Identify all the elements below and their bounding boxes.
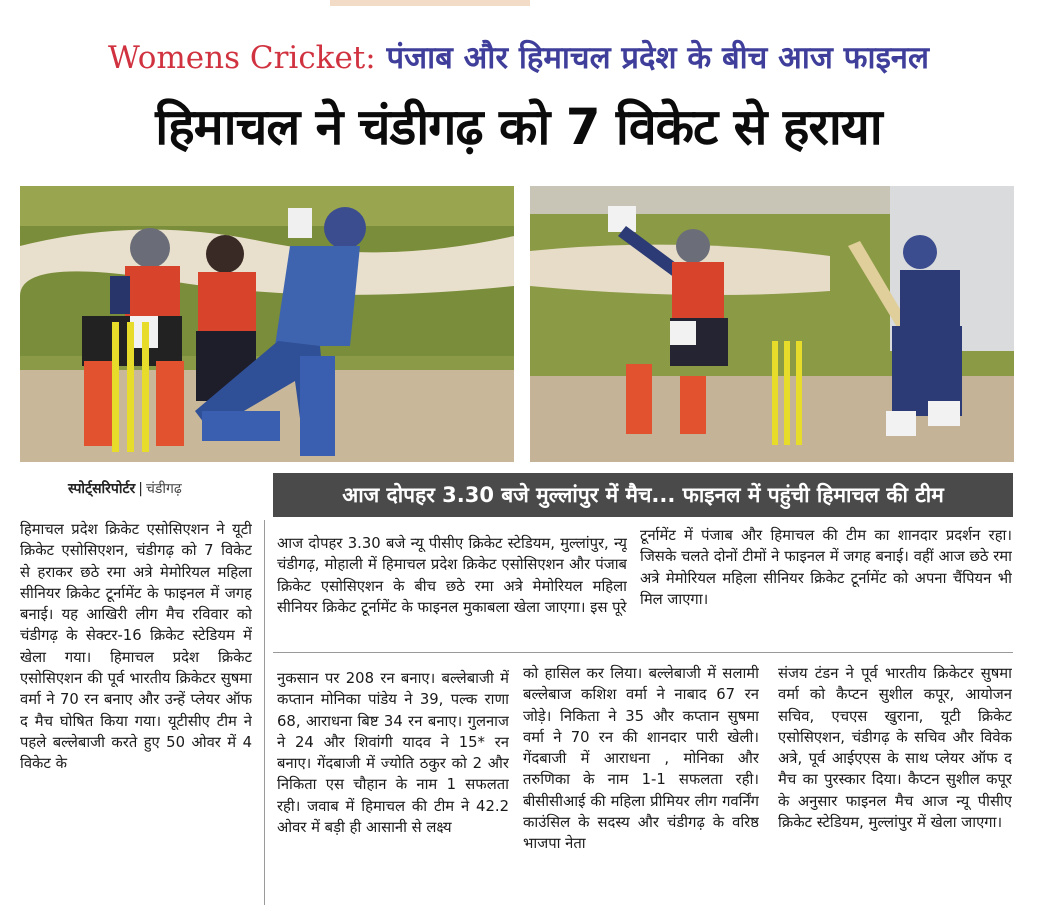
column-divider <box>264 520 265 905</box>
article-headline: हिमाचल ने चंडीगढ़ को 7 विकेट से हराया <box>155 98 882 156</box>
article-subhead: आज दोपहर 3.30 बजे मुल्लांपुर में मैच... फाइनल में पहुंची हिमाचल की टीम <box>273 473 1013 517</box>
body-column-2a <box>277 533 627 641</box>
kicker-english: Womens Cricket: <box>107 40 376 76</box>
body-paragraph: नुकसान पर 208 रन बनाए। बल्लेबाजी में कप्तान मोनिका पांडेय ने 39, पल्क राणा 68, आराधना बिष्ट 34 रन बनाए। गुलनाज ने 24 और शिवांगी यादव ने 15* रन बनाए। गेंदबाजी में ज्योति ठकुर को 2 और निकिता एस चौहान के नाम 1 सफलता रही। जवाब में हिमाचल की टीम ने 42.2 ओवर में बड़ी ही आसानी से लक्ष्य <box>277 670 509 837</box>
article-kicker <box>0 38 1037 78</box>
body-paragraph: आज दोपहर 3.30 बजे न्यू पीसीए क्रिकेट स्टेडियम, मुल्लांपुर, न्यू चंडीगढ़, मोहाली में हिमाचल प्रदेश क्रिकेट एसोसिएशन और पंजाब क्रिकेट एसोसिएशन के बीच छठे रमा अत्रे मेमोरियल महिला सीनियर क्रिकेट टूर्नामेंट के फाइनल मुकाबला खेला जाएगा। इस पूरे <box>277 535 627 616</box>
byline-city: चंडीगढ़ <box>145 481 182 497</box>
body-column-5 <box>778 663 1012 904</box>
body-column-3 <box>277 668 509 904</box>
body-column-1 <box>20 519 252 904</box>
byline-separator: | <box>138 481 143 497</box>
article-byline <box>68 479 182 498</box>
next-article-edge <box>0 906 1037 923</box>
photo-batter-and-keeper <box>20 186 514 462</box>
body-paragraph: को हासिल कर लिया। बल्लेबाजी में सलामी बल्लेबाज कशिश वर्मा ने नाबाद 67 रन जोड़े। निकिता ने 35 और कप्तान सुषमा वर्मा ने 70 रन की शानदार पारी खेली। गेंदबाजी में आराधना , मोनिका और तरुणिका के नाम 1-1 सफलता रही। बीसीसीआई की महिला प्रीमियर लीग गवर्निंग काउंसिल के सदस्य और चंडीगढ़ के वरिष्ठ भाजपा नेता <box>523 665 759 853</box>
body-column-4 <box>523 663 759 904</box>
section-divider <box>273 652 1013 653</box>
body-paragraph: टूर्नामेंट में पंजाब और हिमाचल की टीम का शानदार प्रदर्शन रहा। जिसके चलते दोनों टीमों ने फाइनल में जगह बनाई। वहीं आज छठे रमा अत्रे मेमोरियल महिला सीनियर क्रिकेट टूर्नामेंट को अपना चैंपियन भी मिल जाएगा। <box>640 527 1012 608</box>
top-color-strip <box>330 0 530 6</box>
kicker-hindi: पंजाब और हिमाचल प्रदेश के बीच आज फाइनल <box>386 40 930 76</box>
body-paragraph: संजय टंडन ने पूर्व भारतीय क्रिकेटर सुषमा वर्मा को कैप्टन सुशील कपूर, आयोजन सचिव, एचएस खुराना, यूटी क्रिकेट एसोसिएशन, चंडीगढ़ के सचिव और विवेक अत्रे, पूर्व आईएएस के साथ प्लेयर ऑफ द मैच का पुरस्कार दिया। कैप्टन सुशील कपूर के अनुसार फाइनल मैच आज न्यू पीसीए क्रिकेट स्टेडियम, मुल्लांपुर में खेला जाएगा। <box>778 665 1012 832</box>
body-paragraph: हिमाचल प्रदेश क्रिकेट एसोसिएशन ने यूटी क्रिकेट एसोसिएशन, चंडीगढ़ को 7 विकेट से हराकर छठे रमा अत्रे मेमोरियल महिला सीनियर क्रिकेट टूर्नामेंट के फाइनल में जगह बनाई। यह आखिरी लीग मैच रविवार को चंडीगढ़ के सेक्टर-16 क्रिकेट स्टेडियम में खेला गया। हिमाचल प्रदेश क्रिकेट एसोसिएशन की पूर्व भारतीय क्रिकेटर सुषमा वर्मा ने 70 रन बनाए और उन्हें प्लेयर ऑफ द मैच घोषित किया गया। यूटीसीए टीम ने पहले बल्लेबाजी करते हुए 50 ओवर में 4 विकेट के <box>20 521 252 773</box>
photo-bowler-and-batter <box>530 186 1014 462</box>
body-column-2b <box>640 525 1012 641</box>
byline-reporter: स्पोर्ट्सरिपोर्टर <box>68 481 136 497</box>
